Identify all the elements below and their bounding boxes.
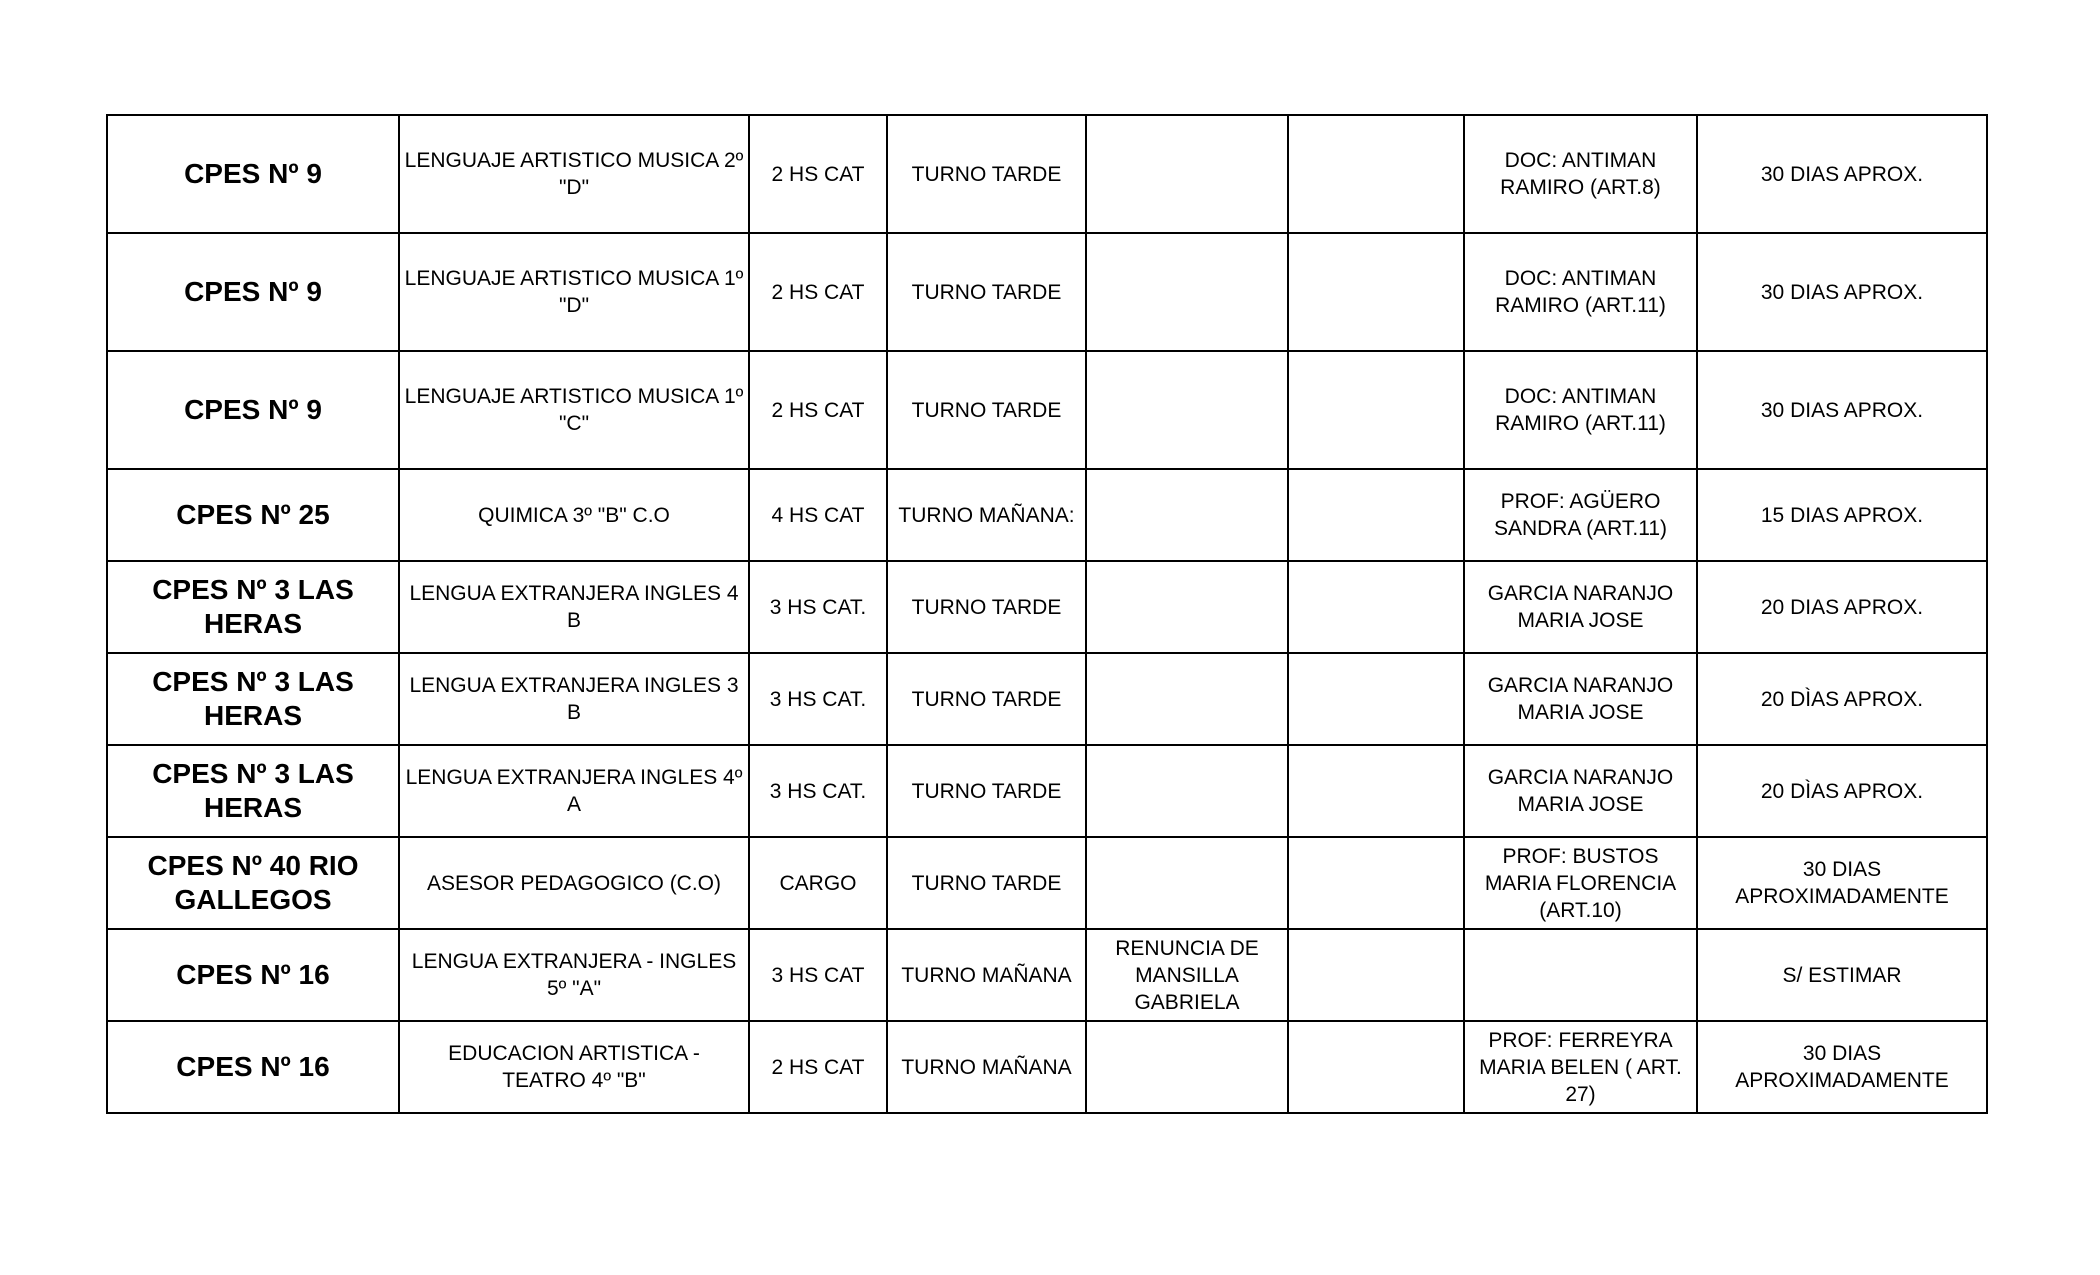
shift-cell-text: TURNO TARDE [911, 687, 1062, 711]
extra-cell [1288, 115, 1464, 233]
shift-cell-text: TURNO TARDE [911, 398, 1062, 422]
school-cell-text: CPES Nº 16 [176, 1051, 330, 1082]
school-cell-text: CPES Nº 3 LAS HERAS [152, 666, 354, 731]
holder-cell [1464, 929, 1697, 1021]
shift-cell [887, 115, 1086, 233]
holder-cell-text: DOC: ANTIMAN RAMIRO (ART.11) [1495, 385, 1666, 435]
duration-cell [1697, 929, 1987, 1021]
duration-cell [1697, 561, 1987, 653]
duration-cell-text: 20 DÌAS APROX. [1760, 779, 1924, 803]
table-body [107, 115, 1987, 1113]
school-cell [107, 561, 399, 653]
reason-cell [1086, 1021, 1288, 1113]
school-cell [107, 469, 399, 561]
school-cell-text: CPES Nº 25 [176, 499, 330, 530]
holder-cell-text: GARCIA NARANJO MARIA JOSE [1487, 674, 1674, 724]
hours-cell [749, 929, 887, 1021]
school-cell-text: CPES Nº 16 [176, 959, 330, 990]
hours-cell [749, 1021, 887, 1113]
extra-cell [1288, 653, 1464, 745]
school-cell [107, 837, 399, 929]
shift-cell [887, 929, 1086, 1021]
subject-cell-text: LENGUAJE ARTISTICO MUSICA 2º "D" [404, 149, 744, 199]
reason-cell [1086, 653, 1288, 745]
hours-cell-text: 2 HS CAT [771, 280, 865, 304]
school-cell-text: CPES Nº 9 [184, 158, 322, 189]
subject-cell [399, 745, 749, 837]
shift-cell [887, 233, 1086, 351]
hours-cell-text: CARGO [779, 871, 857, 895]
duration-cell [1697, 233, 1987, 351]
subject-cell [399, 115, 749, 233]
holder-cell-text: DOC: ANTIMAN RAMIRO (ART.11) [1495, 267, 1666, 317]
subject-cell [399, 653, 749, 745]
reason-cell [1086, 115, 1288, 233]
shift-cell-text: TURNO TARDE [911, 871, 1062, 895]
vacancies-table [106, 114, 1988, 1114]
shift-cell [887, 561, 1086, 653]
school-cell-text: CPES Nº 9 [184, 394, 322, 425]
holder-cell [1464, 745, 1697, 837]
hours-cell [749, 233, 887, 351]
shift-cell [887, 653, 1086, 745]
shift-cell-text: TURNO TARDE [911, 162, 1062, 186]
shift-cell-text: TURNO MAÑANA [901, 963, 1072, 987]
school-cell [107, 115, 399, 233]
shift-cell [887, 1021, 1086, 1113]
hours-cell [749, 745, 887, 837]
shift-cell-text: TURNO TARDE [911, 595, 1062, 619]
duration-cell [1697, 837, 1987, 929]
reason-cell [1086, 351, 1288, 469]
school-cell [107, 233, 399, 351]
holder-cell [1464, 1021, 1697, 1113]
subject-cell [399, 469, 749, 561]
reason-cell [1086, 837, 1288, 929]
table-row [107, 837, 1987, 929]
subject-cell-text: LENGUAJE ARTISTICO MUSICA 1º "D" [404, 267, 744, 317]
school-cell [107, 745, 399, 837]
reason-cell [1086, 561, 1288, 653]
table-row [107, 351, 1987, 469]
holder-cell [1464, 837, 1697, 929]
school-cell [107, 351, 399, 469]
school-cell [107, 653, 399, 745]
table-row [107, 233, 1987, 351]
shift-cell-text: TURNO TARDE [911, 280, 1062, 304]
subject-cell [399, 351, 749, 469]
table-row [107, 1021, 1987, 1113]
holder-cell [1464, 233, 1697, 351]
hours-cell [749, 561, 887, 653]
table-row [107, 653, 1987, 745]
subject-cell-text: LENGUA EXTRANJERA INGLES 4 B [409, 582, 739, 632]
school-cell-text: CPES Nº 3 LAS HERAS [152, 574, 354, 639]
reason-cell [1086, 233, 1288, 351]
duration-cell [1697, 745, 1987, 837]
duration-cell [1697, 115, 1987, 233]
hours-cell [749, 653, 887, 745]
hours-cell [749, 837, 887, 929]
hours-cell [749, 469, 887, 561]
shift-cell-text: TURNO MAÑANA: [898, 503, 1075, 527]
reason-cell [1086, 745, 1288, 837]
hours-cell-text: 3 HS CAT. [769, 687, 867, 711]
subject-cell [399, 1021, 749, 1113]
hours-cell [749, 351, 887, 469]
shift-cell-text: TURNO MAÑANA [901, 1055, 1072, 1079]
duration-cell-text: 20 DÌAS APROX. [1760, 687, 1924, 711]
extra-cell [1288, 1021, 1464, 1113]
holder-cell [1464, 561, 1697, 653]
hours-cell-text: 3 HS CAT. [769, 779, 867, 803]
hours-cell-text: 2 HS CAT [771, 398, 865, 422]
reason-cell [1086, 929, 1288, 1021]
duration-cell [1697, 469, 1987, 561]
table-row [107, 745, 1987, 837]
subject-cell-text: LENGUA EXTRANJERA INGLES 3 B [409, 674, 739, 724]
reason-cell-text: RENUNCIA DE MANSILLA GABRIELA [1115, 936, 1259, 1014]
table-row [107, 929, 1987, 1021]
hours-cell-text: 2 HS CAT [771, 162, 865, 186]
shift-cell [887, 745, 1086, 837]
subject-cell [399, 561, 749, 653]
subject-cell-text: LENGUAJE ARTISTICO MUSICA 1º "C" [404, 385, 744, 435]
school-cell-text: CPES Nº 3 LAS HERAS [152, 758, 354, 823]
extra-cell [1288, 929, 1464, 1021]
extra-cell [1288, 837, 1464, 929]
extra-cell [1288, 745, 1464, 837]
duration-cell [1697, 653, 1987, 745]
shift-cell [887, 837, 1086, 929]
hours-cell-text: 2 HS CAT [771, 1055, 865, 1079]
hours-cell [749, 115, 887, 233]
duration-cell-text: 30 DIAS APROXIMADAMENTE [1735, 858, 1949, 908]
duration-cell-text: 30 DIAS APROX. [1760, 280, 1924, 304]
duration-cell-text: 30 DIAS APROXIMADAMENTE [1735, 1042, 1949, 1092]
duration-cell [1697, 1021, 1987, 1113]
holder-cell [1464, 469, 1697, 561]
school-cell-text: CPES Nº 9 [184, 276, 322, 307]
hours-cell-text: 3 HS CAT. [769, 595, 867, 619]
subject-cell [399, 929, 749, 1021]
school-cell [107, 929, 399, 1021]
holder-cell [1464, 351, 1697, 469]
duration-cell-text: 15 DIAS APROX. [1760, 503, 1924, 527]
table-row [107, 561, 1987, 653]
subject-cell-text: QUIMICA 3º "B" C.O [478, 503, 670, 527]
duration-cell-text: 30 DIAS APROX. [1760, 398, 1924, 422]
school-cell [107, 1021, 399, 1113]
table-row [107, 115, 1987, 233]
shift-cell [887, 351, 1086, 469]
holder-cell-text: GARCIA NARANJO MARIA JOSE [1487, 766, 1674, 816]
duration-cell [1697, 351, 1987, 469]
school-cell-text: CPES Nº 40 RIO GALLEGOS [147, 850, 359, 915]
duration-cell-text: 30 DIAS APROX. [1760, 162, 1924, 186]
shift-cell-text: TURNO TARDE [911, 779, 1062, 803]
reason-cell [1086, 469, 1288, 561]
holder-cell-text: PROF: AGÜERO SANDRA (ART.11) [1493, 490, 1668, 540]
extra-cell [1288, 233, 1464, 351]
duration-cell-text: S/ ESTIMAR [1782, 963, 1902, 987]
subject-cell-text: LENGUA EXTRANJERA INGLES 4º A [405, 766, 743, 816]
duration-cell-text: 20 DIAS APROX. [1760, 595, 1924, 619]
subject-cell-text: LENGUA EXTRANJERA - INGLES 5º "A" [411, 950, 737, 1000]
subject-cell [399, 233, 749, 351]
hours-cell-text: 3 HS CAT [771, 963, 865, 987]
subject-cell-text: ASESOR PEDAGOGICO (C.O) [426, 871, 722, 895]
subject-cell-text: EDUCACION ARTISTICA - TEATRO 4º "B" [448, 1042, 700, 1092]
holder-cell [1464, 115, 1697, 233]
shift-cell [887, 469, 1086, 561]
table-row [107, 469, 1987, 561]
hours-cell-text: 4 HS CAT [771, 503, 865, 527]
extra-cell [1288, 561, 1464, 653]
extra-cell [1288, 351, 1464, 469]
holder-cell [1464, 653, 1697, 745]
holder-cell-text: PROF: FERREYRA MARIA BELEN ( ART. 27) [1479, 1028, 1682, 1106]
holder-cell-text: DOC: ANTIMAN RAMIRO (ART.8) [1500, 149, 1661, 199]
holder-cell-text: GARCIA NARANJO MARIA JOSE [1487, 582, 1674, 632]
holder-cell-text: PROF: BUSTOS MARIA FLORENCIA (ART.10) [1484, 844, 1677, 922]
extra-cell [1288, 469, 1464, 561]
subject-cell [399, 837, 749, 929]
